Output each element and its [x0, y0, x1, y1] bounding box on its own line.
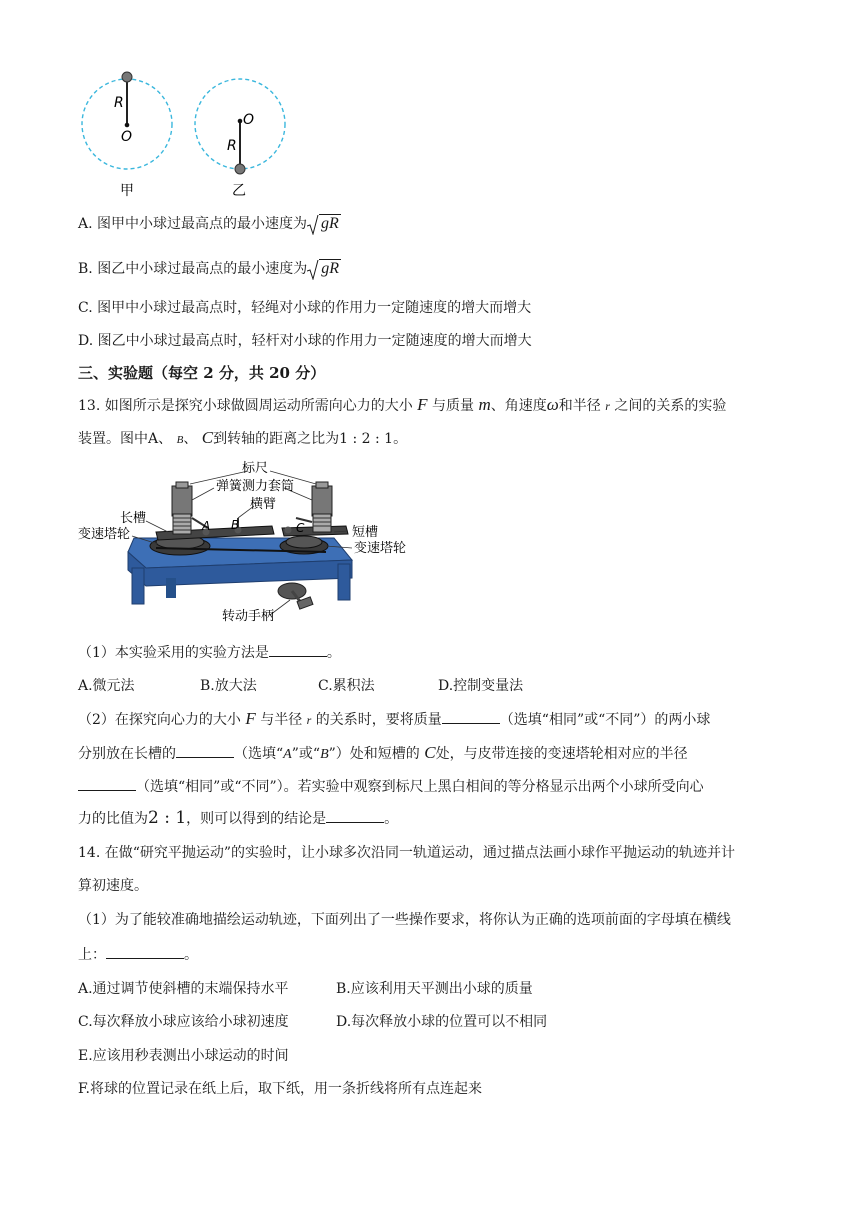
- centripetal-force-apparatus: [76, 460, 416, 628]
- answer-blank[interactable]: [176, 743, 234, 758]
- q13-part1: （1）本实验采用的实验方法是 。: [78, 642, 341, 663]
- q13-opt-c: C.累积法: [318, 678, 375, 694]
- point-a-label: A: [202, 519, 211, 533]
- q14-opt-b: B.应该利用天平测出小球的质量: [336, 981, 533, 997]
- o-label-jia: O: [121, 129, 133, 145]
- label-ruler: 标尺: [242, 461, 269, 476]
- option-d: D. 图乙中小球过最高点时，轻杆对小球的作用力一定随速度的增大而增大: [78, 333, 532, 349]
- answer-blank[interactable]: [78, 776, 136, 791]
- q13-line1: 13. 如图所示是探究小球做圆周运动所需向心力的大小 F 与质量 m、角速度ω和半径 r 之间的关系的实验: [78, 395, 727, 414]
- label-yi: 乙: [232, 183, 246, 198]
- ball-yi: [235, 164, 245, 174]
- option-b: B. 图乙中小球过最高点的最小速度为 gR: [78, 260, 339, 277]
- r-label-yi: R: [227, 138, 237, 154]
- q14-part1-line2: 上： 。: [78, 944, 198, 965]
- q14-opt-c: C.每次释放小球应该给小球初速度: [78, 1014, 289, 1030]
- label-crossarm: 横臂: [250, 497, 277, 512]
- q13-part2-line1: （2）在探究向心力的大小 F 与半径 r 的关系时，要将质量 （选填“相同”或“不同”）的两小球: [78, 709, 711, 728]
- label-spring-sleeve: 弹簧测力套筒: [216, 479, 295, 494]
- q14-line1: 14. 在做“研究平抛运动”的实验时，让小球多次沿同一轨道运动，通过描点法画小球作平抛运动的轨迹并计: [78, 845, 736, 861]
- answer-blank[interactable]: [269, 642, 327, 657]
- answer-blank[interactable]: [106, 944, 184, 959]
- point-b-label: B: [231, 518, 240, 532]
- label-long-groove: 长槽: [120, 511, 147, 526]
- q14-part1-line1: （1）为了能较准确地描绘运动轨迹，下面列出了一些操作要求，将你认为正确的选项前面的字母填在横线: [78, 912, 731, 928]
- q13-opt-b: B.放大法: [200, 678, 257, 694]
- option-c: C. 图甲中小球过最高点时，轻绳对小球的作用力一定随速度的增大而增大: [78, 300, 532, 316]
- label-pulley-left: 变速塔轮: [78, 527, 131, 542]
- circular-motion-figure: [78, 68, 298, 198]
- sqrt-gr: gR: [307, 259, 341, 279]
- q13-line2: 装置。图中A、 B、 C到转轴的距离之比为1 : 2 : 1。: [78, 428, 408, 447]
- section-heading: 三、实验题（每空 2 分，共 20 分）: [78, 364, 326, 382]
- answer-blank[interactable]: [326, 808, 384, 823]
- label-handle: 转动手柄: [222, 609, 275, 624]
- label-short-groove: 短槽: [352, 525, 379, 540]
- q14-opt-f: F.将球的位置记录在纸上后，取下纸，用一条折线将所有点连起来: [78, 1081, 482, 1097]
- q13-part2-line4: 力的比值为2 : 1，则可以得到的结论是 。: [78, 808, 399, 828]
- sqrt-gr: gR: [307, 214, 341, 234]
- label-pulley-right: 变速塔轮: [354, 541, 407, 556]
- option-a: A. 图甲中小球过最高点的最小速度为 gR: [78, 215, 339, 232]
- q13-part2-line2: 分别放在长槽的 （选填“A”或“B”）处和短槽的 C处，与皮带连接的变速塔轮相对应的半径: [78, 743, 688, 762]
- q14-line2: 算初速度。: [78, 878, 148, 894]
- q14-opt-e: E.应该用秒表测出小球运动的时间: [78, 1048, 289, 1064]
- q14-opt-d: D.每次释放小球的位置可以不相同: [336, 1014, 548, 1030]
- ball-jia: [122, 72, 132, 82]
- answer-blank[interactable]: [442, 709, 500, 724]
- point-c-label: C: [296, 521, 305, 535]
- r-label-jia: R: [114, 95, 124, 111]
- o-label-yi: O: [243, 112, 255, 128]
- label-jia: 甲: [120, 183, 134, 198]
- q14-opt-a: A.通过调节使斜槽的末端保持水平: [78, 981, 289, 997]
- q13-opt-a: A.微元法: [78, 678, 135, 694]
- q13-part2-line3: （选填“相同”或“不同”）。若实验中观察到标尺上黑白相间的等分格显示出两个小球所受向心: [78, 776, 704, 797]
- q13-opt-d: D.控制变量法: [438, 678, 524, 694]
